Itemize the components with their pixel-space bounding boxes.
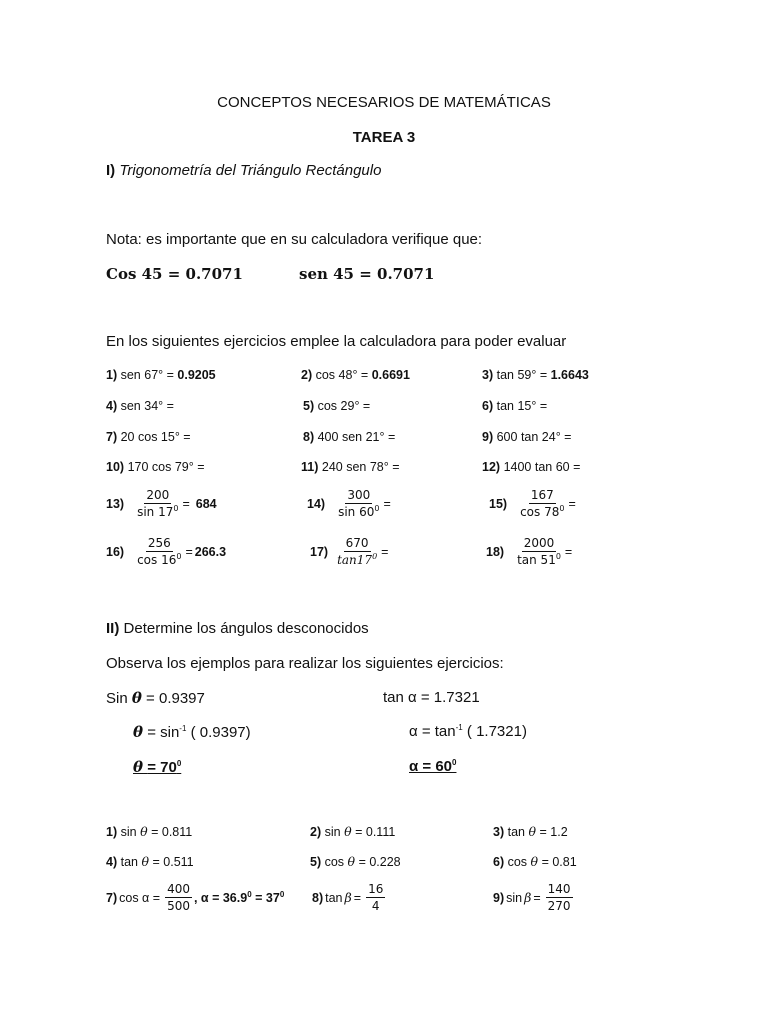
beta-symbol: β xyxy=(344,890,352,905)
exercise-2 xyxy=(301,368,410,382)
degree-superscript: 0 xyxy=(555,552,561,561)
denominator: 4 xyxy=(371,899,380,913)
section-1-number: I) xyxy=(106,162,116,179)
degree-superscript: 0 xyxy=(173,504,179,513)
denominator-text: tan 51 xyxy=(517,553,556,567)
function-name: cos xyxy=(507,855,528,869)
page-title: CONCEPTOS NECESARIOS DE MATEMÁTICAS xyxy=(217,94,551,111)
denominator-text: cos 16 xyxy=(137,553,177,567)
sin-label: Sin xyxy=(106,690,128,707)
exercise-number: 11) xyxy=(301,460,319,474)
exercise-16 xyxy=(106,536,228,567)
exercise-number: 9) xyxy=(493,890,505,905)
function-name: sin xyxy=(506,890,523,905)
degree-superscript: 0 xyxy=(247,889,252,899)
exercise-value: = 0.228 xyxy=(358,855,401,869)
angle-exercise-3 xyxy=(493,824,568,839)
inverse-argument: ( 0.9397) xyxy=(190,724,251,741)
degree-superscript: 0 xyxy=(176,759,182,768)
exercise-expression: 170 cos 79° = xyxy=(127,460,205,474)
cos-identity xyxy=(106,265,243,283)
inverse-superscript: -1 xyxy=(455,723,463,732)
exercise-18 xyxy=(486,536,574,567)
denominator xyxy=(135,504,180,519)
exercise-value: = 0.81 xyxy=(541,855,577,869)
inverse-argument: ( 1.7321) xyxy=(466,723,527,740)
exercise-number: 2) xyxy=(310,825,322,839)
degree-superscript: 0 xyxy=(559,504,565,513)
exercise-expression: cos 29° = xyxy=(317,399,371,413)
numerator: 167 xyxy=(530,488,554,502)
denominator-text: sin 17 xyxy=(137,505,174,519)
section-2-heading xyxy=(106,620,369,637)
exercise-number: 6) xyxy=(482,399,494,413)
exercise-value: = 1.2 xyxy=(539,825,568,839)
exercise-answer: 0.6691 xyxy=(371,368,410,382)
exercise-number: 17) xyxy=(310,544,329,559)
theta-symbol: θ xyxy=(140,824,148,839)
equals-sign: = xyxy=(568,496,576,511)
fraction xyxy=(335,536,379,567)
fraction xyxy=(518,488,566,519)
exercise-number: 2) xyxy=(301,368,313,382)
exercise-number: 16) xyxy=(106,544,125,559)
inverse-sin: = sin xyxy=(147,724,180,741)
exercise-14 xyxy=(307,488,393,519)
sen-identity: sen 45 = 0.7071 xyxy=(299,265,435,283)
exercise-number: 13) xyxy=(106,496,125,511)
degree-superscript: 0 xyxy=(374,504,380,513)
angle-exercise-2 xyxy=(310,824,395,839)
numerator: 16 xyxy=(368,882,384,896)
exercise-number: 5) xyxy=(303,399,315,413)
exercise-number: 9) xyxy=(482,430,494,444)
degree-superscript: 0 xyxy=(176,552,182,561)
beta-symbol: β xyxy=(524,890,532,905)
theta-symbol: θ xyxy=(344,824,352,839)
equals-sign: = xyxy=(383,496,391,511)
note-text: Nota: es importante que en su calculadora verifique que: xyxy=(106,231,483,248)
theta-symbol: θ xyxy=(347,854,356,869)
exercise-4 xyxy=(106,399,174,413)
denominator: 500 xyxy=(167,899,190,913)
degree-superscript: 0 xyxy=(372,552,378,561)
denominator xyxy=(335,552,379,567)
equals-sign: = xyxy=(353,890,362,905)
function-name: tan xyxy=(120,855,138,869)
exercise-expression: 400 sen 21° = xyxy=(317,430,396,444)
exercise-7 xyxy=(106,430,191,444)
exercise-number: 15) xyxy=(489,496,508,511)
equals-sign: = xyxy=(564,544,573,559)
numerator: 400 xyxy=(167,882,190,896)
function-name: sin xyxy=(120,825,137,839)
theta-symbol: θ xyxy=(530,854,539,869)
angle-exercise-4 xyxy=(106,854,194,869)
instruction-text: En los siguientes ejercicios emplee la calculadora para poder evaluar xyxy=(106,333,567,350)
section-1-title: Trigonometría del Triángulo Rectángulo xyxy=(119,162,382,179)
equals-sign: = xyxy=(381,544,389,559)
rounded-value: = 37 xyxy=(255,890,280,905)
exercise-number: 14) xyxy=(307,496,326,511)
exercise-answer xyxy=(194,891,284,905)
denominator-text: tan17 xyxy=(337,553,373,567)
exercise-number: 7) xyxy=(106,890,118,905)
angle-exercise-1 xyxy=(106,824,192,839)
angle-exercise-8 xyxy=(312,882,387,913)
exercise-number: 1) xyxy=(106,368,118,382)
numerator: 2000 xyxy=(523,536,555,550)
exercise-13 xyxy=(106,488,219,519)
numerator: 256 xyxy=(147,536,171,550)
exercise-number: 10) xyxy=(106,460,125,474)
exercise-answer: 684 xyxy=(195,496,217,511)
numerator: 670 xyxy=(345,536,369,550)
denominator xyxy=(135,552,183,567)
exercise-answer: 266.3 xyxy=(194,544,227,559)
exercise-10 xyxy=(106,460,205,474)
page-subtitle: TAREA 3 xyxy=(352,129,416,146)
example-b-result xyxy=(409,758,456,775)
example-a-result xyxy=(133,758,181,776)
exercise-value: = 0.511 xyxy=(152,855,194,869)
exercise-expression: 1400 tan 60 = xyxy=(503,460,581,474)
exercise-number: 4) xyxy=(106,399,118,413)
denominator-text: cos 78 xyxy=(520,505,560,519)
exercise-8 xyxy=(303,430,395,444)
answer-value: , α = 36.9 xyxy=(193,890,248,905)
exercise-number: 8) xyxy=(312,890,324,905)
exercise-3 xyxy=(482,368,589,382)
exercise-expression: 20 cos 15° = xyxy=(120,430,191,444)
exercise-number: 7) xyxy=(106,430,118,444)
exercise-value: = 0.111 xyxy=(355,825,396,839)
theta-symbol: θ xyxy=(141,854,150,869)
function-name: cos α = xyxy=(119,890,161,905)
inverse-superscript: -1 xyxy=(179,724,187,733)
exercise-9 xyxy=(482,430,571,444)
function-name: tan xyxy=(325,890,343,905)
result-value: = 70 xyxy=(147,759,177,776)
exercise-expression: sen 67° = xyxy=(120,368,174,382)
theta-symbol: θ xyxy=(133,723,144,741)
example-b-line-1: tan α = 1.7321 xyxy=(383,689,480,706)
exercise-number: 3) xyxy=(493,825,505,839)
exercise-number: 4) xyxy=(106,855,118,869)
exercise-expression: 240 sen 78° = xyxy=(321,460,400,474)
equals-sign: = xyxy=(185,544,193,559)
angle-exercise-5 xyxy=(310,854,401,869)
exercise-number: 5) xyxy=(310,855,322,869)
exercise-number: 18) xyxy=(486,544,505,559)
exercise-answer: 1.6643 xyxy=(550,368,589,382)
exercise-expression: tan 15° = xyxy=(496,399,548,413)
exercise-number: 8) xyxy=(303,430,315,444)
fraction xyxy=(135,488,180,519)
cos-value: 45 = 0.7071 xyxy=(141,265,243,283)
angle-exercise-9 xyxy=(493,882,575,913)
equals-sign: = xyxy=(533,890,541,905)
exercise-11 xyxy=(301,460,400,474)
example-a-line-2 xyxy=(133,723,251,741)
example-b-line-2 xyxy=(409,723,527,740)
numerator: 200 xyxy=(146,488,170,502)
example-a-line-1 xyxy=(106,689,205,707)
exercise-expression: cos 48° = xyxy=(315,368,369,382)
function-name: sin xyxy=(324,825,341,839)
example-value: = 0.9397 xyxy=(146,690,205,707)
denominator: 270 xyxy=(547,899,571,913)
section-2-instruction: Observa los ejemplos para realizar los siguientes ejercicios: xyxy=(106,655,504,672)
exercise-number: 3) xyxy=(482,368,494,382)
exercise-6 xyxy=(482,399,547,413)
degree-superscript: 0 xyxy=(279,889,285,899)
function-name: cos xyxy=(324,855,345,869)
numerator: 140 xyxy=(547,882,571,896)
exercise-17 xyxy=(310,536,390,567)
exercise-expression: tan 59° = xyxy=(496,368,548,382)
cos-label: Cos xyxy=(106,265,137,283)
fraction xyxy=(135,536,183,567)
denominator xyxy=(518,504,566,519)
angle-exercise-7 xyxy=(106,882,286,913)
denominator xyxy=(515,552,563,567)
numerator: 300 xyxy=(347,488,371,502)
theta-symbol: θ xyxy=(131,689,142,707)
exercise-expression: sen 34° = xyxy=(120,399,174,413)
theta-symbol: θ xyxy=(133,758,144,776)
denominator-text: sin 60 xyxy=(338,505,375,519)
fraction xyxy=(366,882,385,913)
fraction xyxy=(165,882,192,913)
exercise-5 xyxy=(303,399,370,413)
exercise-value: = 0.811 xyxy=(151,825,193,839)
function-name: tan xyxy=(507,825,525,839)
exercise-1 xyxy=(106,368,216,382)
equals-sign: = xyxy=(182,496,190,511)
exercise-number: 1) xyxy=(106,825,118,839)
degree-superscript: 0 xyxy=(452,758,457,767)
section-1-heading xyxy=(106,162,381,179)
inverse-tan: α = tan xyxy=(409,723,456,740)
denominator xyxy=(336,504,381,519)
angle-exercise-6 xyxy=(493,854,577,869)
exercise-12 xyxy=(482,460,580,474)
exercise-expression: 600 tan 24° = xyxy=(496,430,572,444)
fraction xyxy=(336,488,381,519)
exercise-answer: 0.9205 xyxy=(177,368,216,382)
fraction xyxy=(515,536,563,567)
exercise-number: 12) xyxy=(482,460,501,474)
fraction xyxy=(546,882,573,913)
theta-symbol: θ xyxy=(528,824,537,839)
section-2-title: Determine los ángulos desconocidos xyxy=(123,620,369,637)
result-value: α = 60 xyxy=(409,758,453,775)
exercise-15 xyxy=(489,488,578,519)
exercise-number: 6) xyxy=(493,855,505,869)
section-2-number: II) xyxy=(106,620,120,637)
